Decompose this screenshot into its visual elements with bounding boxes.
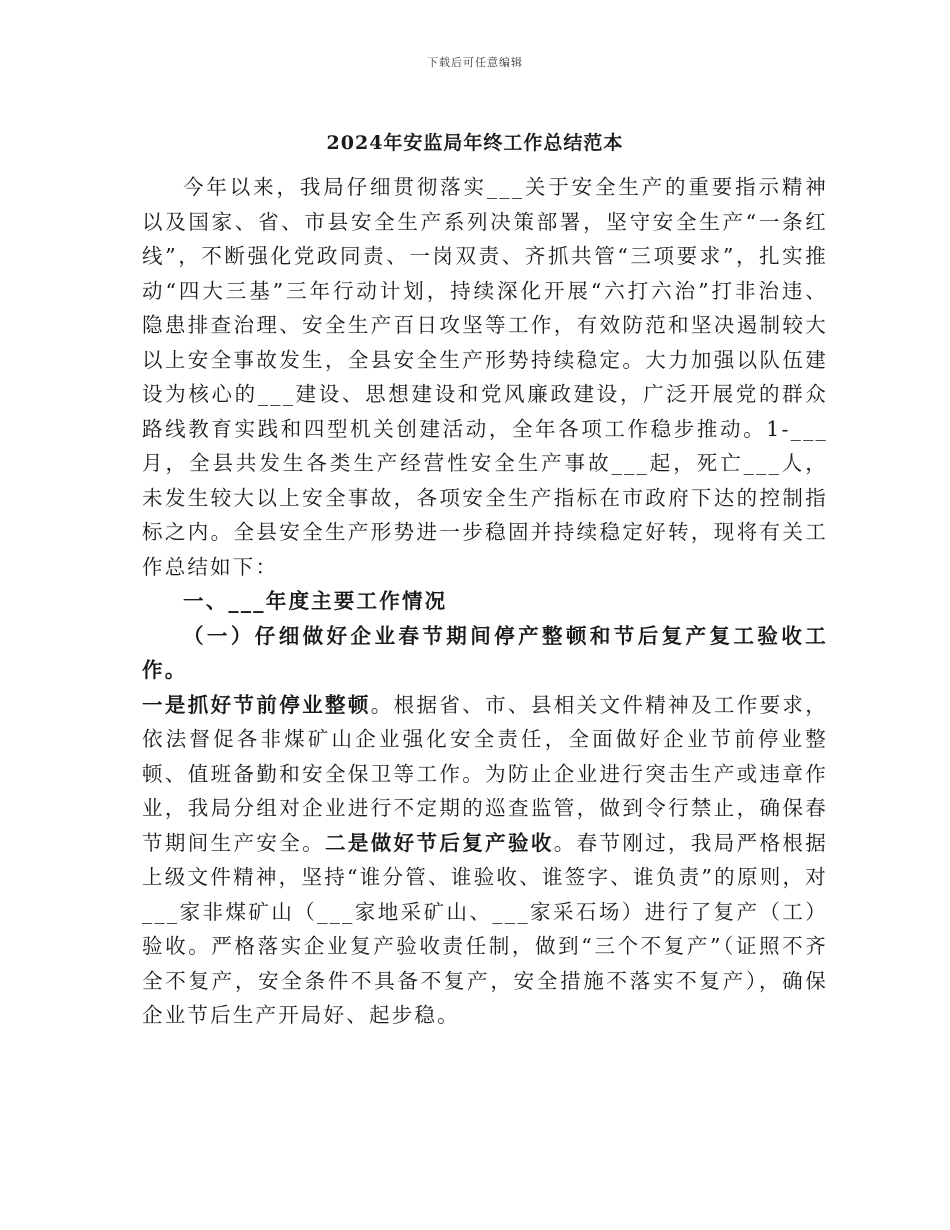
- point-one-text: 。根据省、市、县相关文件精神及工作要求，依法督促各非煤矿山企业强化安全责任，全面做好企业节前停业整顿、值班备勤和安全保卫等工作。为防止企业进行突击生产或违章作业，我局分组对企业进行不定期的巡查监管，做到令行禁止，确保春节期间生产安全。: [142, 692, 829, 855]
- section-heading: 一、___年度主要工作情况: [183, 589, 448, 613]
- page-header-note: 下载后可任意编辑: [427, 56, 523, 69]
- point-two-label: 二是做好节后复产验收: [324, 830, 554, 855]
- document-title: 2024年安监局年终工作总结范本: [326, 132, 624, 154]
- intro-paragraph: 今年以来，我局仔细贯彻落实___关于安全生产的重要指示精神以及国家、省、市县安全生产系列决策部署，坚守安全生产“一条红线”，不断强化党政同责、一岗双责、齐抓共管“三项要求”，扎实推动“四大三基”三年行动计划，持续深化开展“六打六治”打非治违、隐患排查治理、安全生产百日攻坚等工作，有效防范和坚决遏制较大以上安全事故发生，全县安全生产形势持续稳定。大力加强以队伍建设为核心的___建设、思想建设和党风廉政建设，广泛开展党的群众路线教育实践和四型机关创建活动，全年各项工作稳步推动。1-___月，全县共发生各类生产经营性安全生产事故___起，死亡___人，未发生较大以上安全事故，各项安全生产指标在市政府下达的控制指标之内。全县安全生产形势进一步稳固并持续稳定好转，现将有关工作总结如下：: [142, 175, 828, 579]
- subsection-heading: （一）仔细做好企业春节期间停产整顿和节后复产复工验收工作。: [142, 623, 828, 682]
- body-paragraph: [142, 688, 828, 1033]
- document-body: [142, 170, 828, 1033]
- point-two-text: 。春节刚过，我局严格根据上级文件精神，坚持“谁分管、谁验收、谁签字、谁负责”的原则，对___家非煤矿山（___家地采矿山、___家采石场）进行了复产（工）验收。严格落实企业复产验收责任制，做到“三个不复产”（证照不齐全不复产，安全条件不具备不复产，安全措施不落实不复产），确保企业节后生产开局好、起步稳。: [142, 830, 828, 1027]
- point-one-label: 一是抓好节前停业整顿: [142, 692, 371, 717]
